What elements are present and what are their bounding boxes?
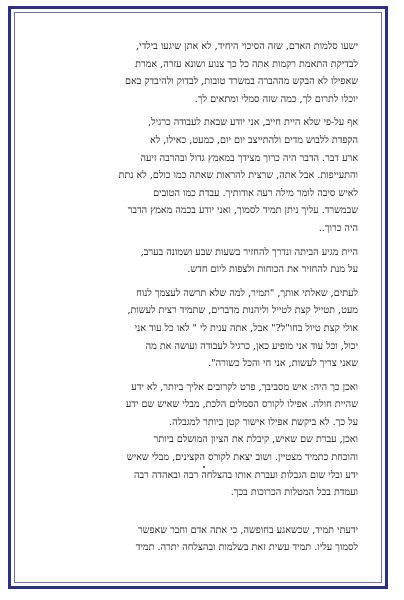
text-line: שאפילו לא הבקש מההברה במשרד טובות, לבדוק ולהיבדק באם [124,76,358,88]
text-line: ואכן כך היה: איש מסביבך, פרט לקרובים אליך ביותר, לא ידע [131,381,358,393]
text-line: ישעו סלמות האדם, שזה הסיכוי היחיד, לא אתן שיגעו בילדי, [136,41,358,52]
text-line: שבמשרד. עליך ניתן תמיד לסמוך, ואני יודע בכמה מאמץ הדבר [127,205,358,217]
document-body [40,38,358,557]
text-line: לעתים, שאלתי אותך, "תמיר, למה שלא תרשה לעצמך לנוח [136,287,358,299]
text-line: והתעייפות. אבל אתה, שרצית להראות שאתה כמו כולם, לא נתת [118,170,358,182]
text-line: יוכלו לתרום לך, כמה שזה סמלי ומתאים לך. [194,93,358,105]
text-line: יכול, וכל עוד אני מופיע כאן, כרגיל לעבודה ועושה את מה [145,340,358,352]
text-line: הקפדת ללבוש מדים ולהתייצב יום יום, כמעט, כאילו, לא [150,134,358,146]
paragraph-gap [40,502,358,522]
text-line: על כך. לא ביקשת אפילו אישור קטן ביותר למגבלה. [169,416,358,428]
text-line: שאני צריך לעשות, אני חי והכל כשורה". [208,358,358,370]
text-line: אולי קצת טיול בחו"ל?" אבל, אתה ענית לי " לאו כל עוד אני [134,322,358,334]
text-line: אף על-פי שלא היית חייב, אני יודע שבאת לעבודה כרגיל, [148,117,358,129]
text-line: היית מגיע הביתה ונדרך להחזיר בשעות שבע ושמונה בערב, [140,246,358,258]
text-line: ארע דבר. הדבר היה כרוך מצידך במאמץ גדול ובהרבה זיעה [140,152,358,164]
text-line: ועמדת בכל המטלות הכרוכות בכך. [230,487,358,499]
text-line: מעט, תטייל קצת לטייל וליהנות מדברים, שתמיד רצית לעשות, [127,305,358,317]
text-line: לבדיקת התאמת רקמות אתה כל כך צנוע ושונא עזרה, אמרת [135,58,358,70]
text-line: לאיש סיבה לומר מילה רעה אודותיך. עבדת כמו הטובים [153,187,358,199]
separator-dot [203,466,205,468]
text-line: ידעתי תמיד, שכשאגע בחופשה, כי אתה אדם וחבר שאפשר [137,524,358,536]
text-line: והוכחת כתמיד מצטיין. ושוב יצאת לקורס הקצינים, מבלי שאיש [126,452,358,464]
text-line: שהיית חולה. אפילו לקורס הסמלים הלכת, מבלי שאיש שם ידע [125,399,358,411]
text-line: על מנת להחזיר את הכוחות ולצפות ליום חדש. [187,264,358,276]
text-line: היה כרוך.. [318,222,358,234]
text-line: ואכן, עברת שם שאיש, קיבלת את הציון המושלם ביותר [153,434,358,446]
text-line: לסמוך עליו. תמיד עשית זאת בשלמות ובהצלחה יתרה. תמיד [135,542,358,554]
text-line: ידע ובלי שום הגבלות ועברת אותו בהצלחה רבה ובאהדה רבה [133,469,358,481]
